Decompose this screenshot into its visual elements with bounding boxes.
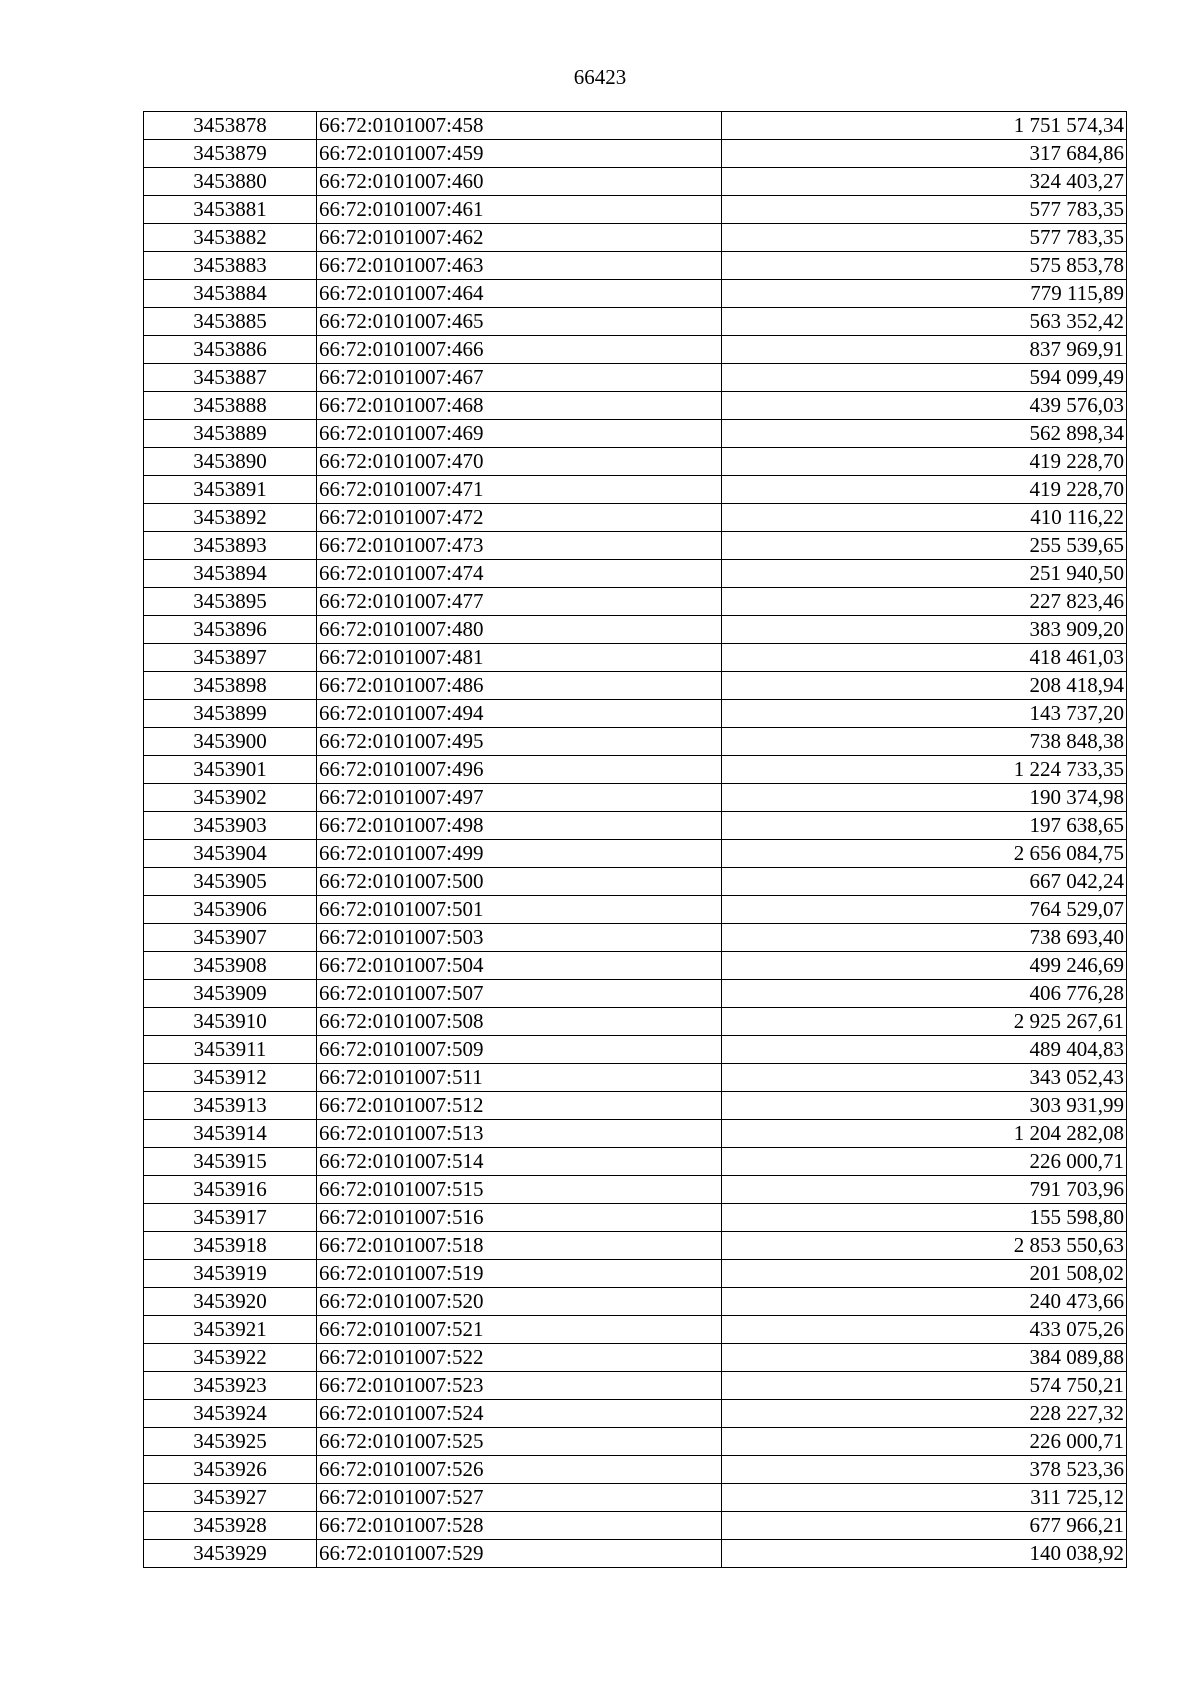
cadastral-value-cell: 791 703,96 [722, 1176, 1127, 1204]
record-number-cell: 3453922 [144, 1344, 317, 1372]
table-row [144, 280, 1127, 308]
cadastral-value-cell: 201 508,02 [722, 1260, 1127, 1288]
record-number-cell: 3453925 [144, 1428, 317, 1456]
cadastral-number-cell: 66:72:0101007:474 [317, 560, 722, 588]
table-row [144, 448, 1127, 476]
cadastral-value-cell: 143 737,20 [722, 700, 1127, 728]
table-row [144, 1092, 1127, 1120]
cadastral-number-cell: 66:72:0101007:468 [317, 392, 722, 420]
table-row [144, 924, 1127, 952]
record-number-cell: 3453915 [144, 1148, 317, 1176]
record-number-cell: 3453926 [144, 1456, 317, 1484]
cadastral-value-cell: 406 776,28 [722, 980, 1127, 1008]
table-row [144, 196, 1127, 224]
record-number-cell: 3453928 [144, 1512, 317, 1540]
table-row [144, 952, 1127, 980]
table-row [144, 1400, 1127, 1428]
cadastral-number-cell: 66:72:0101007:518 [317, 1232, 722, 1260]
table-row [144, 1344, 1127, 1372]
record-number-cell: 3453903 [144, 812, 317, 840]
record-number-cell: 3453886 [144, 336, 317, 364]
table-row [144, 168, 1127, 196]
record-number-cell: 3453902 [144, 784, 317, 812]
cadastral-number-cell: 66:72:0101007:511 [317, 1064, 722, 1092]
cadastral-value-cell: 499 246,69 [722, 952, 1127, 980]
record-number-cell: 3453896 [144, 616, 317, 644]
cadastral-number-cell: 66:72:0101007:461 [317, 196, 722, 224]
table-row [144, 1008, 1127, 1036]
table-row [144, 1456, 1127, 1484]
cadastral-number-cell: 66:72:0101007:481 [317, 644, 722, 672]
cadastral-value-cell: 155 598,80 [722, 1204, 1127, 1232]
cadastral-number-cell: 66:72:0101007:473 [317, 532, 722, 560]
cadastral-value-cell: 410 116,22 [722, 504, 1127, 532]
cadastral-number-cell: 66:72:0101007:522 [317, 1344, 722, 1372]
table-row [144, 616, 1127, 644]
cadastral-value-cell: 324 403,27 [722, 168, 1127, 196]
table-row [144, 504, 1127, 532]
cadastral-number-cell: 66:72:0101007:526 [317, 1456, 722, 1484]
record-number-cell: 3453881 [144, 196, 317, 224]
table-row [144, 1512, 1127, 1540]
cadastral-value-cell: 837 969,91 [722, 336, 1127, 364]
record-number-cell: 3453892 [144, 504, 317, 532]
cadastral-number-cell: 66:72:0101007:501 [317, 896, 722, 924]
cadastral-value-cell: 574 750,21 [722, 1372, 1127, 1400]
table-row [144, 728, 1127, 756]
cadastral-number-cell: 66:72:0101007:508 [317, 1008, 722, 1036]
cadastral-number-cell: 66:72:0101007:500 [317, 868, 722, 896]
cadastral-number-cell: 66:72:0101007:465 [317, 308, 722, 336]
record-number-cell: 3453914 [144, 1120, 317, 1148]
record-number-cell: 3453900 [144, 728, 317, 756]
cadastral-number-cell: 66:72:0101007:458 [317, 112, 722, 140]
cadastral-number-cell: 66:72:0101007:467 [317, 364, 722, 392]
cadastral-number-cell: 66:72:0101007:470 [317, 448, 722, 476]
record-number-cell: 3453918 [144, 1232, 317, 1260]
table-row [144, 840, 1127, 868]
cadastral-value-cell: 240 473,66 [722, 1288, 1127, 1316]
table-row [144, 1148, 1127, 1176]
cadastral-value-cell: 190 374,98 [722, 784, 1127, 812]
table-row [144, 980, 1127, 1008]
record-number-cell: 3453929 [144, 1540, 317, 1568]
cadastral-value-cell: 667 042,24 [722, 868, 1127, 896]
cadastral-number-cell: 66:72:0101007:495 [317, 728, 722, 756]
table-row [144, 1036, 1127, 1064]
cadastral-value-cell: 197 638,65 [722, 812, 1127, 840]
cadastral-number-cell: 66:72:0101007:498 [317, 812, 722, 840]
table-row [144, 1120, 1127, 1148]
table-row [144, 392, 1127, 420]
cadastral-value-cell: 378 523,36 [722, 1456, 1127, 1484]
record-number-cell: 3453905 [144, 868, 317, 896]
record-number-cell: 3453889 [144, 420, 317, 448]
cadastral-number-cell: 66:72:0101007:480 [317, 616, 722, 644]
table-row [144, 868, 1127, 896]
cadastral-value-cell: 228 227,32 [722, 1400, 1127, 1428]
table-row [144, 1260, 1127, 1288]
record-number-cell: 3453895 [144, 588, 317, 616]
cadastral-number-cell: 66:72:0101007:462 [317, 224, 722, 252]
table-row [144, 896, 1127, 924]
record-number-cell: 3453916 [144, 1176, 317, 1204]
cadastral-value-cell: 563 352,42 [722, 308, 1127, 336]
cadastral-number-cell: 66:72:0101007:524 [317, 1400, 722, 1428]
record-number-cell: 3453885 [144, 308, 317, 336]
cadastral-number-cell: 66:72:0101007:507 [317, 980, 722, 1008]
table-row [144, 1204, 1127, 1232]
cadastral-number-cell: 66:72:0101007:504 [317, 952, 722, 980]
cadastral-value-cell: 208 418,94 [722, 672, 1127, 700]
cadastral-value-cell: 1 751 574,34 [722, 112, 1127, 140]
cadastral-value-cell: 255 539,65 [722, 532, 1127, 560]
cadastral-number-cell: 66:72:0101007:499 [317, 840, 722, 868]
cadastral-number-cell: 66:72:0101007:494 [317, 700, 722, 728]
record-number-cell: 3453879 [144, 140, 317, 168]
cadastral-number-cell: 66:72:0101007:513 [317, 1120, 722, 1148]
cadastral-value-cell: 577 783,35 [722, 224, 1127, 252]
cadastral-value-cell: 439 576,03 [722, 392, 1127, 420]
record-number-cell: 3453910 [144, 1008, 317, 1036]
cadastral-value-cell: 384 089,88 [722, 1344, 1127, 1372]
table-row [144, 420, 1127, 448]
record-number-cell: 3453906 [144, 896, 317, 924]
record-number-cell: 3453927 [144, 1484, 317, 1512]
record-number-cell: 3453923 [144, 1372, 317, 1400]
table-row [144, 1288, 1127, 1316]
cadastral-value-cell: 562 898,34 [722, 420, 1127, 448]
cadastral-value-cell: 764 529,07 [722, 896, 1127, 924]
record-number-cell: 3453924 [144, 1400, 317, 1428]
cadastral-number-cell: 66:72:0101007:529 [317, 1540, 722, 1568]
cadastral-number-cell: 66:72:0101007:523 [317, 1372, 722, 1400]
table-row [144, 700, 1127, 728]
record-number-cell: 3453890 [144, 448, 317, 476]
table-row [144, 1372, 1127, 1400]
cadastral-value-cell: 418 461,03 [722, 644, 1127, 672]
record-number-cell: 3453919 [144, 1260, 317, 1288]
record-number-cell: 3453878 [144, 112, 317, 140]
cadastral-number-cell: 66:72:0101007:509 [317, 1036, 722, 1064]
table-row [144, 560, 1127, 588]
table-row [144, 252, 1127, 280]
table-row [144, 1064, 1127, 1092]
cadastral-value-cell: 227 823,46 [722, 588, 1127, 616]
record-number-cell: 3453883 [144, 252, 317, 280]
table-row [144, 1484, 1127, 1512]
cadastral-number-cell: 66:72:0101007:464 [317, 280, 722, 308]
cadastral-number-cell: 66:72:0101007:496 [317, 756, 722, 784]
table-row [144, 476, 1127, 504]
cadastral-value-cell: 383 909,20 [722, 616, 1127, 644]
cadastral-number-cell: 66:72:0101007:471 [317, 476, 722, 504]
table-row [144, 1428, 1127, 1456]
cadastral-value-cell: 2 656 084,75 [722, 840, 1127, 868]
cadastral-number-cell: 66:72:0101007:469 [317, 420, 722, 448]
table-row [144, 1232, 1127, 1260]
record-number-cell: 3453893 [144, 532, 317, 560]
record-number-cell: 3453901 [144, 756, 317, 784]
cadastral-value-cell: 226 000,71 [722, 1428, 1127, 1456]
cadastral-value-cell: 343 052,43 [722, 1064, 1127, 1092]
cadastral-value-cell: 251 940,50 [722, 560, 1127, 588]
record-number-cell: 3453899 [144, 700, 317, 728]
cadastral-number-cell: 66:72:0101007:520 [317, 1288, 722, 1316]
record-number-cell: 3453908 [144, 952, 317, 980]
cadastral-number-cell: 66:72:0101007:519 [317, 1260, 722, 1288]
cadastral-value-cell: 419 228,70 [722, 476, 1127, 504]
record-number-cell: 3453917 [144, 1204, 317, 1232]
cadastral-number-cell: 66:72:0101007:503 [317, 924, 722, 952]
cadastral-number-cell: 66:72:0101007:528 [317, 1512, 722, 1540]
record-number-cell: 3453887 [144, 364, 317, 392]
cadastral-number-cell: 66:72:0101007:515 [317, 1176, 722, 1204]
record-number-cell: 3453888 [144, 392, 317, 420]
cadastral-value-cell: 317 684,86 [722, 140, 1127, 168]
record-number-cell: 3453894 [144, 560, 317, 588]
record-number-cell: 3453884 [144, 280, 317, 308]
cadastral-value-cell: 303 931,99 [722, 1092, 1127, 1120]
cadastral-number-cell: 66:72:0101007:472 [317, 504, 722, 532]
table-row [144, 112, 1127, 140]
cadastral-number-cell: 66:72:0101007:512 [317, 1092, 722, 1120]
record-number-cell: 3453909 [144, 980, 317, 1008]
table-row [144, 784, 1127, 812]
record-number-cell: 3453880 [144, 168, 317, 196]
record-number-cell: 3453891 [144, 476, 317, 504]
cadastral-value-cell: 140 038,92 [722, 1540, 1127, 1568]
table-row [144, 308, 1127, 336]
cadastral-value-cell: 738 848,38 [722, 728, 1127, 756]
table-row [144, 672, 1127, 700]
cadastral-value-cell: 575 853,78 [722, 252, 1127, 280]
table-row [144, 812, 1127, 840]
cadastral-number-cell: 66:72:0101007:525 [317, 1428, 722, 1456]
cadastral-value-cell: 1 204 282,08 [722, 1120, 1127, 1148]
cadastral-number-cell: 66:72:0101007:459 [317, 140, 722, 168]
cadastral-value-cell: 419 228,70 [722, 448, 1127, 476]
cadastral-value-cell: 738 693,40 [722, 924, 1127, 952]
record-number-cell: 3453907 [144, 924, 317, 952]
registry-table-body [144, 112, 1127, 1568]
cadastral-value-cell: 226 000,71 [722, 1148, 1127, 1176]
record-number-cell: 3453921 [144, 1316, 317, 1344]
record-number-cell: 3453897 [144, 644, 317, 672]
table-row [144, 336, 1127, 364]
cadastral-number-cell: 66:72:0101007:516 [317, 1204, 722, 1232]
registry-table [143, 111, 1127, 1568]
cadastral-number-cell: 66:72:0101007:514 [317, 1148, 722, 1176]
cadastral-number-cell: 66:72:0101007:497 [317, 784, 722, 812]
cadastral-value-cell: 311 725,12 [722, 1484, 1127, 1512]
record-number-cell: 3453898 [144, 672, 317, 700]
table-row [144, 756, 1127, 784]
cadastral-value-cell: 594 099,49 [722, 364, 1127, 392]
cadastral-number-cell: 66:72:0101007:463 [317, 252, 722, 280]
record-number-cell: 3453882 [144, 224, 317, 252]
cadastral-value-cell: 577 783,35 [722, 196, 1127, 224]
table-row [144, 1176, 1127, 1204]
table-row [144, 532, 1127, 560]
cadastral-number-cell: 66:72:0101007:466 [317, 336, 722, 364]
cadastral-value-cell: 2 925 267,61 [722, 1008, 1127, 1036]
cadastral-number-cell: 66:72:0101007:477 [317, 588, 722, 616]
cadastral-value-cell: 1 224 733,35 [722, 756, 1127, 784]
table-row [144, 364, 1127, 392]
record-number-cell: 3453920 [144, 1288, 317, 1316]
table-row [144, 140, 1127, 168]
record-number-cell: 3453904 [144, 840, 317, 868]
cadastral-number-cell: 66:72:0101007:486 [317, 672, 722, 700]
table-row [144, 1540, 1127, 1568]
table-row [144, 644, 1127, 672]
cadastral-value-cell: 2 853 550,63 [722, 1232, 1127, 1260]
record-number-cell: 3453912 [144, 1064, 317, 1092]
cadastral-value-cell: 677 966,21 [722, 1512, 1127, 1540]
cadastral-value-cell: 489 404,83 [722, 1036, 1127, 1064]
cadastral-value-cell: 779 115,89 [722, 280, 1127, 308]
table-row [144, 1316, 1127, 1344]
page-number: 66423 [573, 65, 627, 89]
cadastral-value-cell: 433 075,26 [722, 1316, 1127, 1344]
cadastral-number-cell: 66:72:0101007:521 [317, 1316, 722, 1344]
table-row [144, 224, 1127, 252]
record-number-cell: 3453911 [144, 1036, 317, 1064]
record-number-cell: 3453913 [144, 1092, 317, 1120]
cadastral-number-cell: 66:72:0101007:527 [317, 1484, 722, 1512]
cadastral-number-cell: 66:72:0101007:460 [317, 168, 722, 196]
table-row [144, 588, 1127, 616]
